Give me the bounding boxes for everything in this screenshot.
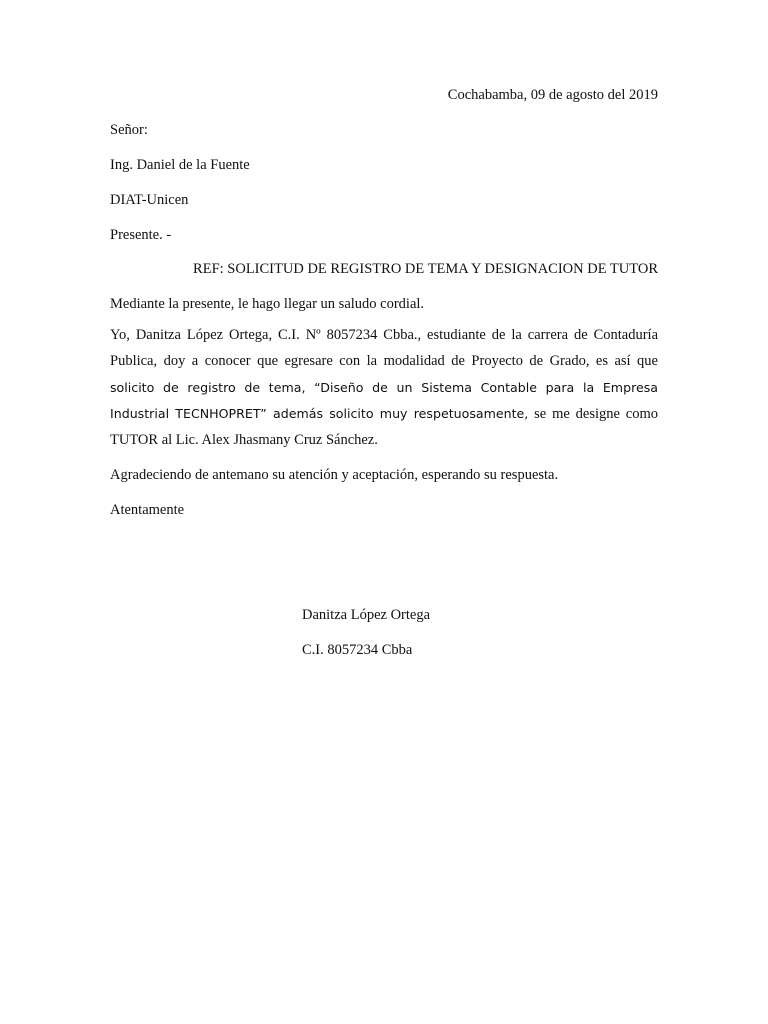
closing-line: Atentamente (110, 502, 185, 518)
salutation: Señor: (110, 122, 148, 138)
body-text-serif-end: se me designe como TUTOR al Lic. Alex Jhasmany Cruz Sánchez. (110, 405, 658, 449)
body-text-serif: Yo, Danitza López Ortega, C.I. Nº 8057234 Cbba., estudiante de la carrera de Contaduría Publica, doy a conocer que egresare con la modalidad de Proyecto de Grado, es así que (110, 327, 658, 370)
thanks-line: Agradeciendo de antemano su atención y aceptación, esperando su respuesta. (110, 467, 559, 483)
signature-name: Danitza López Ortega (302, 607, 431, 623)
reference-line: REF: SOLICITUD DE REGISTRO DE TEMA Y DESIGNACION DE TUTOR (193, 261, 658, 277)
presente-line: Presente. - (110, 227, 172, 243)
recipient-name: Ing. Daniel de la Fuente (110, 157, 250, 173)
greeting-line: Mediante la presente, le hago llegar un saludo cordial. (110, 296, 425, 312)
date-line: Cochabamba, 09 de agosto del 2019 (447, 87, 658, 103)
body-paragraph (110, 322, 658, 453)
recipient-org: DIAT-Unicen (110, 192, 189, 208)
body-text-sans: solicito de registro de tema, “Diseño de un Sistema Contable para la Empresa Industrial TECNHOPRET” además solicito muy respetuosamente, (110, 379, 658, 421)
signature-id: C.I. 8057234 Cbba (302, 642, 413, 658)
